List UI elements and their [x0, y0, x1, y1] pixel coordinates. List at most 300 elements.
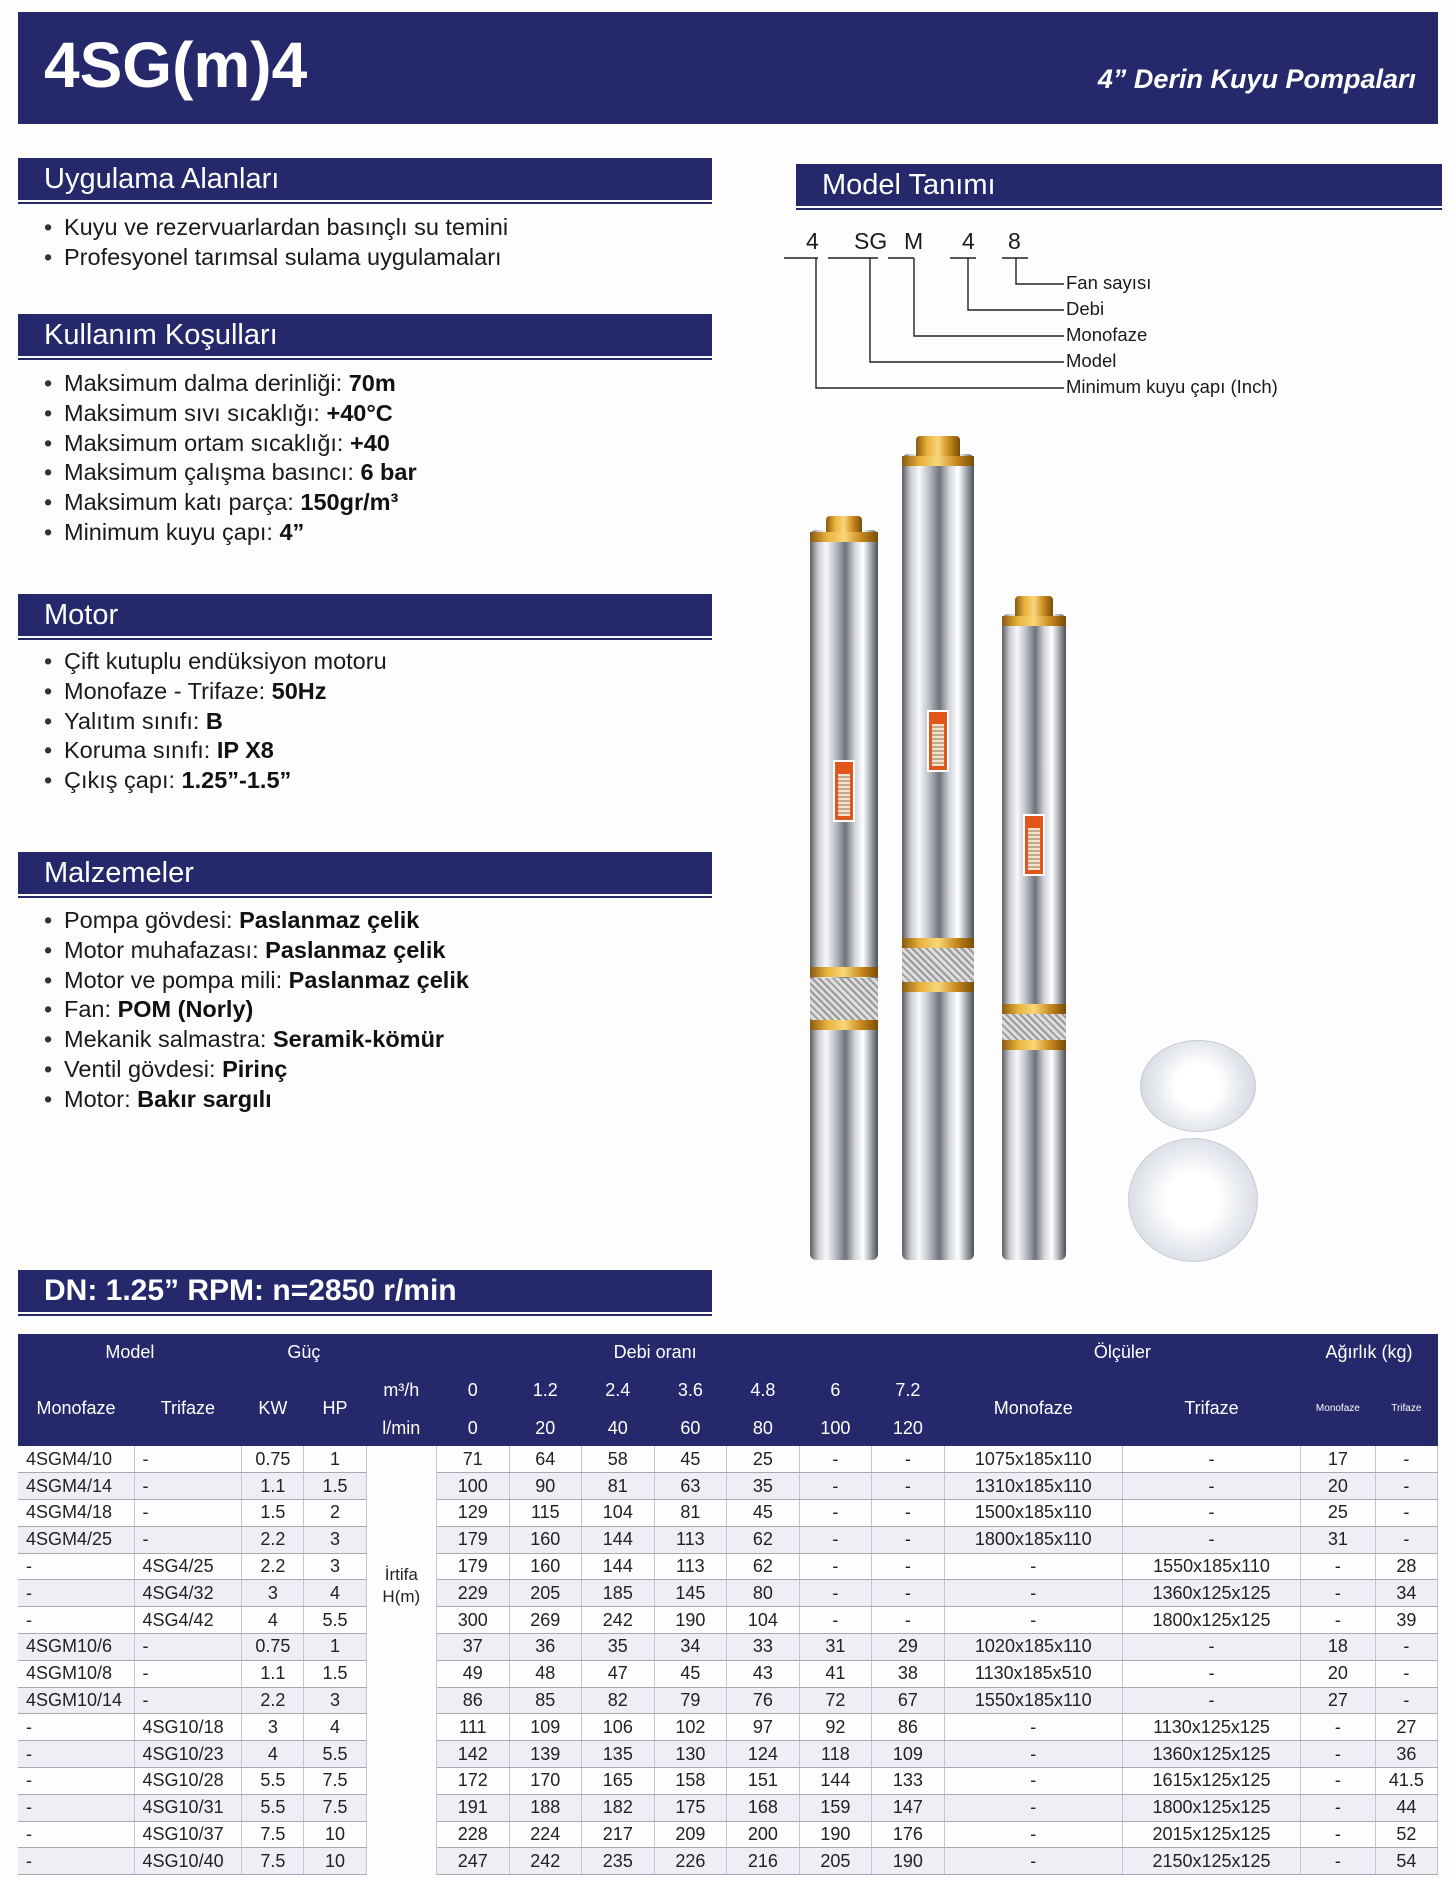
cell-head: 29: [872, 1634, 945, 1661]
section-heading-model-tanimi: Model Tanımı: [796, 164, 1442, 206]
cell-dim-monofaze: 1130x185x510: [944, 1660, 1122, 1687]
th-guc: Güç: [242, 1334, 366, 1370]
cell-kw: 7.5: [242, 1821, 304, 1848]
cell-weight-trifaze: 36: [1375, 1741, 1437, 1768]
list-item: [42, 429, 417, 459]
item-label: Çift kutuplu endüksiyon motoru: [64, 648, 387, 674]
table-row: [18, 1526, 1438, 1553]
cell-head: 106: [582, 1714, 655, 1741]
list-item: [42, 766, 387, 796]
cell-model-trifaze: -: [134, 1660, 242, 1687]
cell-head: 92: [799, 1714, 872, 1741]
cell-weight-monofaze: -: [1301, 1741, 1376, 1768]
th-trifaze: Trifaze: [134, 1370, 242, 1446]
cell-dim-trifaze: -: [1122, 1634, 1300, 1661]
th-hp: HP: [304, 1370, 366, 1446]
cell-head: 190: [654, 1607, 727, 1634]
cell-head: -: [799, 1553, 872, 1580]
cell-weight-monofaze: 17: [1301, 1446, 1376, 1473]
list-item: [42, 213, 508, 243]
list-item: [42, 677, 387, 707]
cell-kw: 7.5: [242, 1848, 304, 1875]
cell-weight-trifaze: 39: [1375, 1607, 1437, 1634]
cell-weight-monofaze: 27: [1301, 1687, 1376, 1714]
list-item: [42, 458, 417, 488]
list-item: [42, 399, 417, 429]
item-label: Maksimum katı parça:: [64, 489, 294, 516]
list-item: [42, 995, 469, 1025]
cell-weight-monofaze: -: [1301, 1768, 1376, 1795]
th-agirlik-monofaze: Monofaze: [1301, 1370, 1376, 1446]
item-label: Maksimum ortam sıcaklığı:: [64, 429, 344, 456]
pump-image-tall: [902, 454, 974, 1260]
cell-head: -: [872, 1526, 945, 1553]
cell-head: 25: [727, 1446, 800, 1473]
item-value: Paslanmaz çelik: [239, 907, 420, 933]
cell-hp: 10: [304, 1821, 366, 1848]
cell-dim-trifaze: 1550x185x110: [1122, 1553, 1300, 1580]
th-olculer-trifaze: Trifaze: [1122, 1370, 1300, 1446]
table-row: [18, 1794, 1438, 1821]
table-row: [18, 1553, 1438, 1580]
item-value: Paslanmaz çelik: [265, 936, 446, 963]
cell-model-monofaze: -: [18, 1741, 134, 1768]
item-label: Monofaze - Trifaze:: [64, 677, 266, 704]
th-flow-m3h: 6: [799, 1370, 872, 1410]
cell-weight-monofaze: 18: [1301, 1634, 1376, 1661]
cell-head: -: [872, 1500, 945, 1527]
cell-head: 72: [799, 1687, 872, 1714]
cell-kw: 0.75: [242, 1634, 304, 1661]
table-row: [18, 1821, 1438, 1848]
list-item: [42, 966, 469, 996]
irtifa-line2: H(m): [382, 1587, 421, 1607]
item-text: Profesyonel tarımsal sulama uygulamaları: [64, 243, 502, 270]
cell-head: 191: [437, 1794, 510, 1821]
cell-head: 86: [872, 1714, 945, 1741]
cell-dim-trifaze: -: [1122, 1500, 1300, 1527]
cell-model-monofaze: 4SGM4/14: [18, 1473, 134, 1500]
th-flow-m3h: 0: [437, 1370, 510, 1410]
cell-head: 188: [509, 1794, 582, 1821]
cell-head: 242: [509, 1848, 582, 1875]
item-label: Motor ve pompa mili:: [64, 966, 283, 993]
cell-kw: 2.2: [242, 1526, 304, 1553]
cell-head: 104: [727, 1607, 800, 1634]
cell-head: 144: [582, 1526, 655, 1553]
list-item: [42, 1025, 469, 1055]
cell-head: 190: [872, 1848, 945, 1875]
pump-image-medium: [810, 530, 878, 1260]
cell-head: 165: [582, 1768, 655, 1795]
th-debi-orani: Debi oranı: [366, 1334, 944, 1370]
cell-kw: 5.5: [242, 1768, 304, 1795]
list-item: [42, 243, 508, 273]
uygulama-list: [42, 213, 508, 273]
cell-head: 33: [727, 1634, 800, 1661]
cell-model-monofaze: 4SGM4/25: [18, 1526, 134, 1553]
cell-weight-monofaze: 25: [1301, 1500, 1376, 1527]
th-flow-m3h: 3.6: [654, 1370, 727, 1410]
irtifa-line1: İrtifa: [384, 1565, 418, 1585]
cell-head: 151: [727, 1768, 800, 1795]
cell-head: 147: [872, 1794, 945, 1821]
cell-kw: 5.5: [242, 1794, 304, 1821]
cell-kw: 2.2: [242, 1553, 304, 1580]
cell-hp: 2: [304, 1500, 366, 1527]
cell-kw: 1.5: [242, 1500, 304, 1527]
cell-head: 49: [437, 1660, 510, 1687]
cell-head: 300: [437, 1607, 510, 1634]
cell-weight-trifaze: 52: [1375, 1821, 1437, 1848]
list-item: [42, 1055, 469, 1085]
cell-weight-trifaze: 34: [1375, 1580, 1437, 1607]
list-item: [42, 936, 469, 966]
cell-weight-monofaze: 20: [1301, 1660, 1376, 1687]
cell-hp: 5.5: [304, 1741, 366, 1768]
cell-head: 158: [654, 1768, 727, 1795]
table-row: [18, 1741, 1438, 1768]
cell-dim-trifaze: 1360x125x125: [1122, 1580, 1300, 1607]
cell-hp: 7.5: [304, 1768, 366, 1795]
cell-model-trifaze: 4SG10/23: [134, 1741, 242, 1768]
item-label: Çıkış çapı:: [64, 767, 176, 794]
cell-head: 100: [437, 1473, 510, 1500]
cell-weight-monofaze: 31: [1301, 1526, 1376, 1553]
cell-head: 81: [582, 1473, 655, 1500]
cell-head: 176: [872, 1821, 945, 1848]
cell-head: 226: [654, 1848, 727, 1875]
cell-head: 113: [654, 1553, 727, 1580]
cell-head: 209: [654, 1821, 727, 1848]
th-flow-m3h: 4.8: [727, 1370, 800, 1410]
list-item: [42, 518, 417, 548]
label-model: Model: [1066, 350, 1117, 371]
cell-head: 247: [437, 1848, 510, 1875]
cell-model-trifaze: 4SG10/28: [134, 1768, 242, 1795]
cell-dim-trifaze: -: [1122, 1660, 1300, 1687]
cell-weight-trifaze: -: [1375, 1687, 1437, 1714]
cell-hp: 3: [304, 1687, 366, 1714]
item-label: Motor:: [64, 1085, 131, 1112]
item-value: Paslanmaz çelik: [288, 966, 469, 993]
page-subtitle: 4” Derin Kuyu Pompaları: [1097, 64, 1416, 94]
item-label: Maksimum çalışma basıncı:: [64, 459, 354, 486]
code-part-model: SG: [854, 228, 888, 254]
cell-hp: 5.5: [304, 1607, 366, 1634]
cell-head: 47: [582, 1660, 655, 1687]
th-monofaze: Monofaze: [18, 1370, 134, 1446]
cell-hp: 1.5: [304, 1660, 366, 1687]
cell-head: 115: [509, 1500, 582, 1527]
cell-head: 67: [872, 1687, 945, 1714]
impeller-image: [1140, 1040, 1256, 1132]
cell-dim-monofaze: -: [944, 1794, 1122, 1821]
cell-model-monofaze: 4SGM4/18: [18, 1500, 134, 1527]
cell-head: 200: [727, 1821, 800, 1848]
item-value: 70m: [348, 370, 396, 396]
cell-weight-trifaze: -: [1375, 1446, 1437, 1473]
list-item: [42, 1085, 469, 1115]
th-flow-lmin: 40: [582, 1410, 655, 1446]
cell-head: 36: [509, 1634, 582, 1661]
cell-kw: 0.75: [242, 1446, 304, 1473]
table-row: [18, 1634, 1438, 1661]
cell-weight-monofaze: -: [1301, 1714, 1376, 1741]
cell-head: 79: [654, 1687, 727, 1714]
section-heading-kullanim: Kullanım Koşulları: [18, 314, 712, 356]
cell-kw: 1.1: [242, 1660, 304, 1687]
cell-head: 48: [509, 1660, 582, 1687]
cell-model-trifaze: -: [134, 1634, 242, 1661]
cell-head: 113: [654, 1526, 727, 1553]
cell-weight-trifaze: -: [1375, 1634, 1437, 1661]
cell-model-monofaze: -: [18, 1821, 134, 1848]
cell-head: 179: [437, 1553, 510, 1580]
cell-kw: 1.1: [242, 1473, 304, 1500]
table-row: [18, 1660, 1438, 1687]
cell-head: 85: [509, 1687, 582, 1714]
cell-dim-monofaze: -: [944, 1768, 1122, 1795]
th-flow-lmin: 60: [654, 1410, 727, 1446]
cell-head: -: [799, 1500, 872, 1527]
th-m3h: m³/h: [366, 1370, 436, 1410]
malzemeler-list: [42, 906, 469, 1115]
list-item: [42, 647, 387, 677]
cell-hp: 1.5: [304, 1473, 366, 1500]
cell-head: 34: [654, 1634, 727, 1661]
cell-dim-monofaze: 1075x185x110: [944, 1446, 1122, 1473]
cell-head: 160: [509, 1526, 582, 1553]
table-row: [18, 1768, 1438, 1795]
table-row: [18, 1473, 1438, 1500]
cell-head: 58: [582, 1446, 655, 1473]
item-value: Seramik-kömür: [272, 1026, 445, 1053]
cell-weight-monofaze: 20: [1301, 1473, 1376, 1500]
cell-head: 45: [654, 1660, 727, 1687]
cell-kw: 3: [242, 1580, 304, 1607]
th-flow-lmin: 120: [872, 1410, 945, 1446]
item-value: 4”: [279, 518, 305, 545]
motor-list: [42, 647, 387, 796]
cell-model-trifaze: 4SG10/31: [134, 1794, 242, 1821]
cell-weight-monofaze: -: [1301, 1607, 1376, 1634]
cell-weight-monofaze: -: [1301, 1794, 1376, 1821]
item-label: Motor muhafazası:: [64, 936, 259, 963]
cell-head: -: [872, 1553, 945, 1580]
cell-head: 109: [872, 1741, 945, 1768]
cell-model-monofaze: 4SGM10/8: [18, 1660, 134, 1687]
cell-weight-trifaze: 28: [1375, 1553, 1437, 1580]
cell-head: 139: [509, 1741, 582, 1768]
cell-head: 38: [872, 1660, 945, 1687]
cell-dim-monofaze: -: [944, 1821, 1122, 1848]
item-text: Kuyu ve rezervuarlardan basınçlı su temini: [64, 214, 509, 240]
cell-model-monofaze: -: [18, 1553, 134, 1580]
cell-head: 229: [437, 1580, 510, 1607]
cell-kw: 4: [242, 1607, 304, 1634]
cell-head: 242: [582, 1607, 655, 1634]
cell-dim-monofaze: -: [944, 1714, 1122, 1741]
item-label: Yalıtım sınıfı:: [64, 707, 200, 734]
th-flow-m3h: 1.2: [509, 1370, 582, 1410]
cell-head: 45: [727, 1500, 800, 1527]
cell-weight-trifaze: -: [1375, 1500, 1437, 1527]
item-value: +40: [349, 429, 390, 456]
cell-hp: 1: [304, 1634, 366, 1661]
label-debi: Debi: [1066, 298, 1105, 319]
cell-head: -: [872, 1473, 945, 1500]
list-item: [42, 906, 469, 936]
list-item: [42, 736, 387, 766]
item-label: Fan:: [64, 996, 112, 1023]
cell-dim-trifaze: 1615x125x125: [1122, 1768, 1300, 1795]
cell-head: 160: [509, 1553, 582, 1580]
item-label: Maksimum sıvı sıcaklığı:: [64, 399, 320, 426]
cell-dim-monofaze: 1500x185x110: [944, 1500, 1122, 1527]
item-label: Pompa gövdesi:: [64, 907, 233, 933]
cell-head: 80: [727, 1580, 800, 1607]
cell-head: 62: [727, 1553, 800, 1580]
cell-kw: 4: [242, 1741, 304, 1768]
item-value: POM (Norly): [117, 996, 254, 1023]
cell-hp: 7.5: [304, 1794, 366, 1821]
cell-head: 124: [727, 1741, 800, 1768]
cell-hp: 1: [304, 1446, 366, 1473]
cell-model-trifaze: -: [134, 1500, 242, 1527]
item-value: IP X8: [216, 737, 274, 764]
cell-head: 37: [437, 1634, 510, 1661]
table-row: [18, 1446, 1438, 1473]
cell-hp: 4: [304, 1580, 366, 1607]
cell-head: 145: [654, 1580, 727, 1607]
diffuser-image: [1128, 1138, 1258, 1262]
table-row: [18, 1714, 1438, 1741]
cell-head: 64: [509, 1446, 582, 1473]
cell-head: -: [872, 1607, 945, 1634]
cell-head: 109: [509, 1714, 582, 1741]
table-row: [18, 1500, 1438, 1527]
item-value: 150gr/m³: [300, 489, 399, 516]
cell-head: 41: [799, 1660, 872, 1687]
cell-head: 118: [799, 1741, 872, 1768]
cell-model-monofaze: -: [18, 1848, 134, 1875]
cell-weight-trifaze: 27: [1375, 1714, 1437, 1741]
cell-dim-trifaze: 2015x125x125: [1122, 1821, 1300, 1848]
cell-dim-monofaze: 1550x185x110: [944, 1687, 1122, 1714]
cell-dim-monofaze: 1020x185x110: [944, 1634, 1122, 1661]
th-agirlik-trifaze: Trifaze: [1375, 1370, 1437, 1446]
cell-head: 179: [437, 1526, 510, 1553]
cell-hp: 4: [304, 1714, 366, 1741]
label-min-kuyu-capi: Minimum kuyu çapı (Inch): [1066, 376, 1278, 397]
table-row: [18, 1687, 1438, 1714]
cell-head: 71: [437, 1446, 510, 1473]
cell-head: 159: [799, 1794, 872, 1821]
cell-dim-trifaze: 2150x125x125: [1122, 1848, 1300, 1875]
th-flow-lmin: 20: [509, 1410, 582, 1446]
label-fan-sayisi: Fan sayısı: [1066, 272, 1152, 293]
page-title: 4SG(m)4: [44, 29, 308, 101]
cell-head: 82: [582, 1687, 655, 1714]
code-part-fans: 8: [1008, 228, 1021, 254]
code-part-phase: M: [904, 228, 924, 254]
item-label: Koruma sınıfı:: [64, 737, 211, 764]
cell-head: 31: [799, 1634, 872, 1661]
cell-model-monofaze: -: [18, 1607, 134, 1634]
item-label: Maksimum dalma derinliği:: [64, 370, 343, 396]
th-lmin: l/min: [366, 1410, 436, 1446]
cell-dim-monofaze: 1800x185x110: [944, 1526, 1122, 1553]
cell-hp: 3: [304, 1526, 366, 1553]
item-label: Minimum kuyu çapı:: [64, 518, 273, 545]
th-agirlik: Ağırlık (kg): [1301, 1334, 1438, 1370]
irtifa-label: [366, 1446, 436, 1875]
cell-head: 63: [654, 1473, 727, 1500]
cell-model-trifaze: 4SG4/32: [134, 1580, 242, 1607]
cell-dim-monofaze: -: [944, 1553, 1122, 1580]
cell-head: 144: [799, 1768, 872, 1795]
performance-table: [18, 1334, 1438, 1875]
cell-model-trifaze: -: [134, 1473, 242, 1500]
cell-hp: 10: [304, 1848, 366, 1875]
cell-model-monofaze: -: [18, 1794, 134, 1821]
cell-head: 190: [799, 1821, 872, 1848]
cell-model-trifaze: 4SG4/25: [134, 1553, 242, 1580]
cell-kw: 2.2: [242, 1687, 304, 1714]
cell-head: 102: [654, 1714, 727, 1741]
cell-weight-monofaze: -: [1301, 1821, 1376, 1848]
cell-dim-monofaze: -: [944, 1607, 1122, 1634]
cell-head: 133: [872, 1768, 945, 1795]
cell-model-trifaze: 4SG10/37: [134, 1821, 242, 1848]
th-flow-lmin: 80: [727, 1410, 800, 1446]
cell-head: 35: [727, 1473, 800, 1500]
cell-model-trifaze: -: [134, 1526, 242, 1553]
table-row: [18, 1607, 1438, 1634]
th-flow-lmin: 100: [799, 1410, 872, 1446]
cell-dim-monofaze: -: [944, 1848, 1122, 1875]
cell-head: -: [799, 1473, 872, 1500]
label-monofaze: Monofaze: [1066, 324, 1148, 345]
title-banner: [18, 12, 1438, 124]
cell-head: 135: [582, 1741, 655, 1768]
cell-head: 97: [727, 1714, 800, 1741]
section-heading-malzemeler: Malzemeler: [18, 852, 712, 894]
cell-head: 104: [582, 1500, 655, 1527]
cell-model-monofaze: -: [18, 1714, 134, 1741]
cell-head: 168: [727, 1794, 800, 1821]
list-item: [42, 369, 417, 399]
cell-model-trifaze: 4SG10/40: [134, 1848, 242, 1875]
cell-model-trifaze: 4SG4/42: [134, 1607, 242, 1634]
cell-model-monofaze: 4SGM10/6: [18, 1634, 134, 1661]
cell-head: 62: [727, 1526, 800, 1553]
cell-model-trifaze: -: [134, 1446, 242, 1473]
cell-head: -: [799, 1526, 872, 1553]
cell-head: 142: [437, 1741, 510, 1768]
item-label: Ventil gövdesi:: [64, 1055, 216, 1082]
cell-head: 224: [509, 1821, 582, 1848]
model-code-diagram: [780, 222, 1340, 422]
cell-dim-trifaze: 1360x125x125: [1122, 1741, 1300, 1768]
cell-head: -: [799, 1607, 872, 1634]
cell-head: 86: [437, 1687, 510, 1714]
cell-head: 175: [654, 1794, 727, 1821]
cell-head: 205: [509, 1580, 582, 1607]
item-value: 6 bar: [360, 459, 417, 486]
item-value: Pirinç: [222, 1055, 288, 1082]
